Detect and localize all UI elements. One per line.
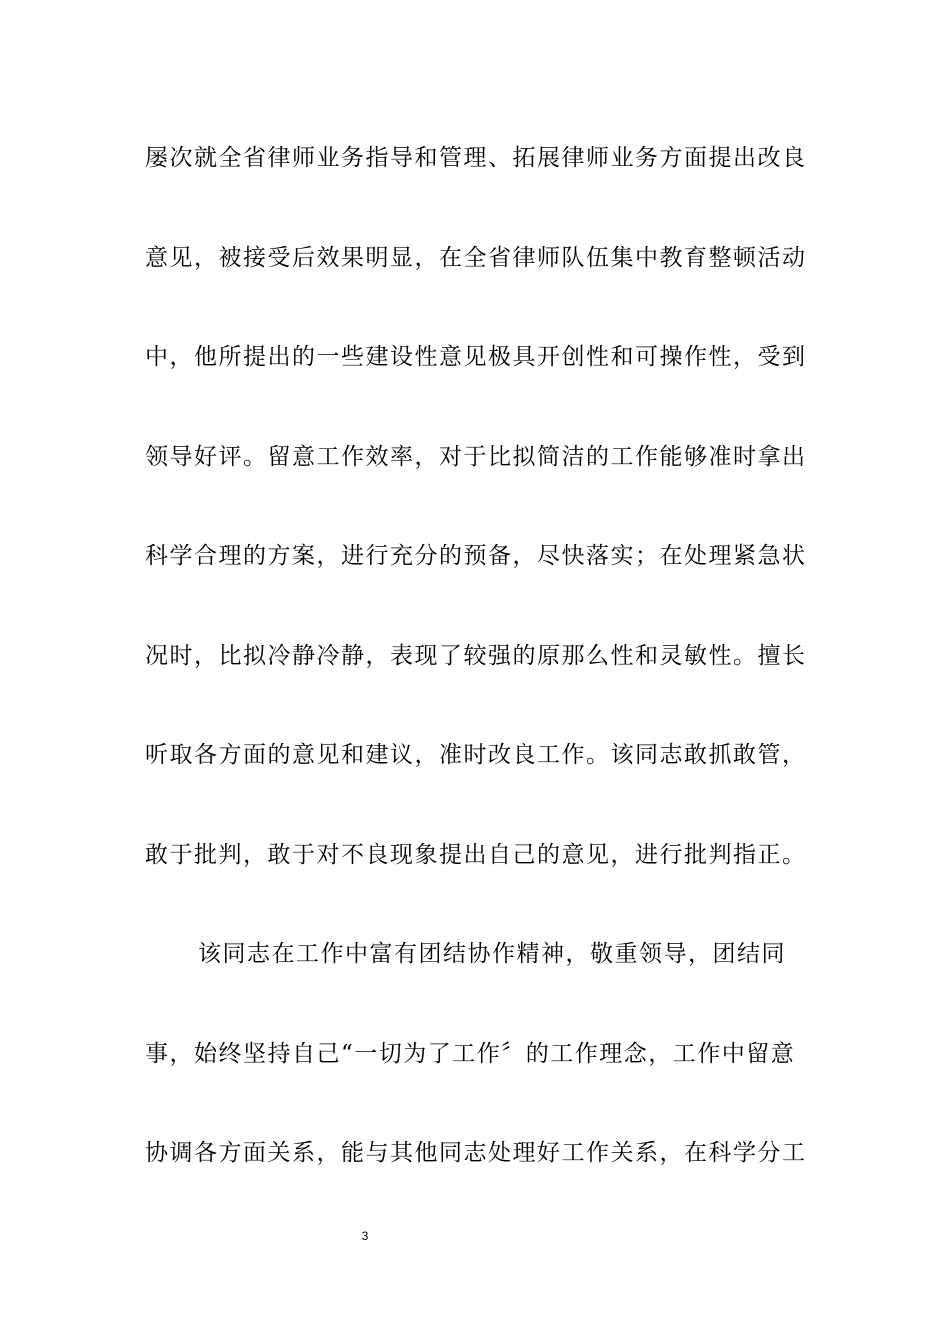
text-line-1: 屡次就全省律师业务指导和管理、拓展律师业务方面提出改良 (145, 145, 807, 171)
text-line-8: 敢于批判，敢于对不良现象提出自己的意见，进行批判指正。 (145, 842, 807, 868)
text-line-4: 领导好评。留意工作效率，对于比拟简洁的工作能够准时拿出 (145, 444, 807, 470)
text-line-7: 听取各方面的意见和建议，准时改良工作。该同志敢抓敢管， (145, 742, 807, 768)
text-line-11: 协调各方面关系，能与其他同志处理好工作关系，在科学分工 (145, 1140, 807, 1166)
text-line-9: 该同志在工作中富有团结协作精神，敬重领导，团结同 (198, 941, 786, 967)
text-line-5: 科学合理的方案，进行充分的预备，尽快落实；在处理紧急状 (145, 543, 807, 569)
text-line-2: 意见，被接受后效果明显，在全省律师队伍集中教育整顿活动 (145, 245, 807, 271)
page-number: 3 (361, 1229, 369, 1243)
text-line-3: 中，他所提出的一些建设性意见极具开创性和可操作性，受到 (145, 344, 807, 370)
text-line-10: 事，始终坚持自己“一切为了工作〞的工作理念，工作中留意 (145, 1041, 796, 1067)
text-line-6: 况时，比拟冷静冷静，表现了较强的原那么性和灵敏性。擅长 (145, 643, 807, 669)
